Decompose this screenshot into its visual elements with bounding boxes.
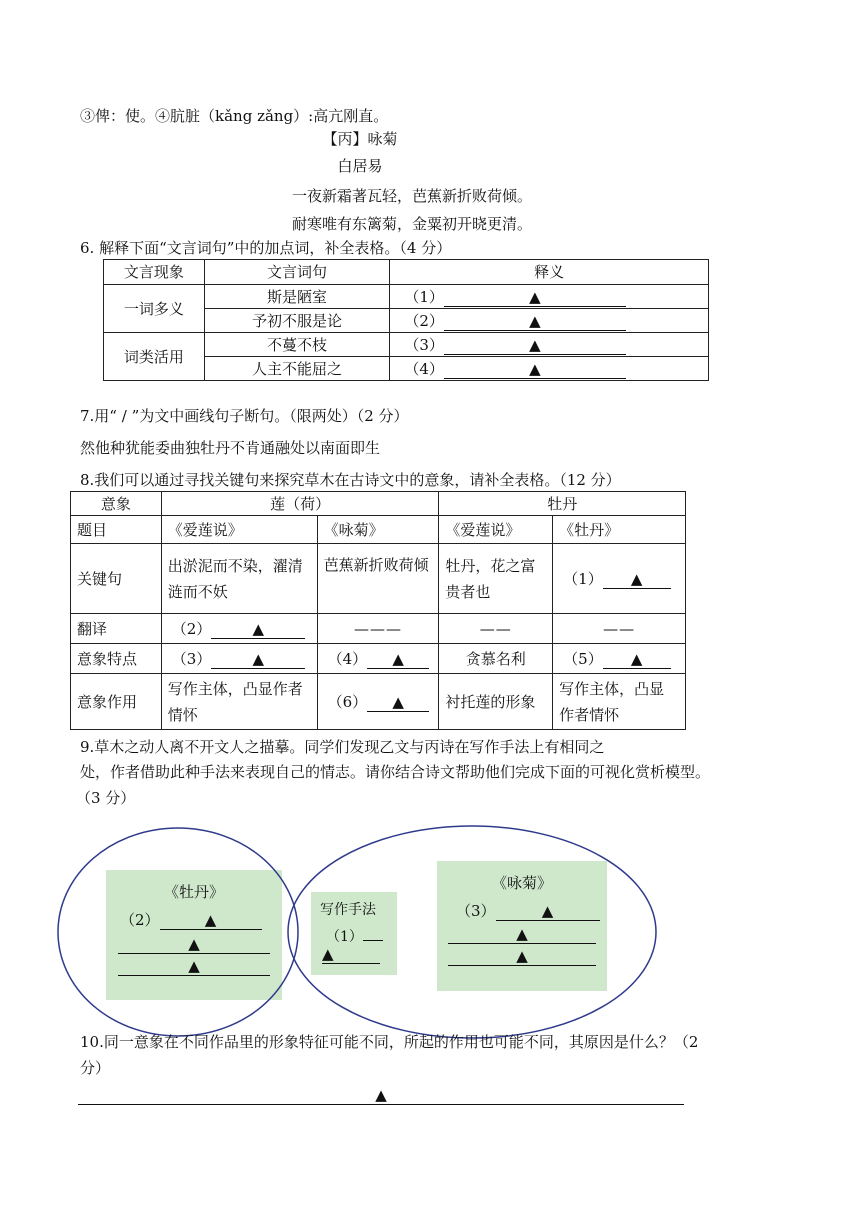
right-box-line-3: [448, 946, 596, 966]
q8-num: （6）: [327, 692, 368, 711]
q8-row-label: 意象作用: [71, 674, 162, 730]
footnote-text: ③俾：使。④肮脏（kǎng zǎng）:高亢刚直。: [80, 107, 389, 125]
q8-row-label: 翻译: [71, 614, 162, 644]
q8-header-lian: 莲（荷）: [161, 492, 439, 516]
q8-cell: 《牡丹》: [553, 516, 686, 544]
q8-cell: 贪慕名利: [439, 644, 553, 674]
right-box-line-2: [448, 924, 596, 944]
q8-cell: 出淤泥而不染，濯清涟而不妖: [161, 544, 317, 614]
q10-prompt-line-2: 分）: [80, 1059, 111, 1077]
triangle-icon: ▲: [204, 911, 217, 929]
middle-box-title: 写作手法: [320, 902, 376, 918]
triangle-icon: ▲: [322, 945, 334, 963]
q8-cell: 《爱莲说》: [161, 516, 317, 544]
triangle-icon: ▲: [188, 935, 200, 953]
triangle-icon: ▲: [375, 1086, 387, 1104]
q6-group-label: 一词多义: [104, 285, 205, 333]
q8-num: （3）: [171, 649, 212, 668]
triangle-icon: ▲: [252, 619, 265, 638]
triangle-icon: ▲: [188, 957, 200, 975]
q8-cell: 《爱莲说》: [439, 516, 553, 544]
middle-box-num: （1）: [326, 929, 363, 945]
triangle-icon: ▲: [516, 947, 528, 965]
q8-num: （5）: [563, 649, 603, 668]
q6-num: （3）: [404, 335, 444, 354]
left-box-num: （2）: [120, 911, 160, 929]
q6-phrase: 不蔓不枝: [204, 333, 390, 357]
answer-blank[interactable]: [118, 935, 270, 954]
q10-answer-line[interactable]: [78, 1086, 684, 1105]
q6-phrase: 斯是陋室: [204, 285, 390, 309]
triangle-icon: ▲: [252, 649, 265, 668]
right-box-title: 《咏菊》: [491, 874, 552, 892]
left-box-title: 《牡丹》: [163, 883, 224, 901]
q8-cell: 牡丹，花之富贵者也: [439, 544, 553, 614]
q8-num: （4）: [327, 649, 368, 668]
answer-blank[interactable]: [322, 945, 380, 964]
right-box-num: （3）: [456, 902, 496, 920]
q6-phrase: 人主不能屈之: [204, 357, 390, 381]
q8-cell: 衬托莲的形象: [439, 674, 553, 730]
left-box-line-2: [118, 934, 270, 954]
triangle-icon: ▲: [392, 692, 404, 711]
q8-header-yixiang: 意象: [71, 492, 162, 516]
answer-blank[interactable]: [118, 957, 270, 976]
answer-blank[interactable]: [363, 922, 383, 941]
q9-prompt-line-2: 处，作者借助此种手法来表现自己的情志。请你结合诗文帮助他们完成下面的可视化赏析模型。: [80, 763, 711, 781]
answer-blank[interactable]: [448, 925, 596, 944]
q8-cell: 《咏菊》: [317, 516, 439, 544]
triangle-icon: ▲: [630, 649, 643, 668]
answer-blank[interactable]: [448, 947, 596, 966]
q8-cell: ——: [439, 614, 553, 644]
q6-group-label: 词类活用: [104, 333, 205, 381]
q8-cell: 写作主体，凸显作者情怀: [553, 674, 686, 730]
answer-blank[interactable]: [496, 902, 600, 921]
q6-num: （4）: [404, 359, 444, 378]
triangle-icon: ▲: [516, 925, 528, 943]
left-box-line-1: [120, 910, 262, 930]
q7-prompt: 7.用“ / ”为文中画线句子断句。（限两处）（2 分）: [80, 407, 409, 425]
triangle-icon: ▲: [529, 287, 541, 306]
q9-prompt-line-1: 9.草木之动人离不开文人之描摹。同学们发现乙文与丙诗在写作手法上有相同之: [80, 738, 605, 756]
triangle-icon: ▲: [529, 359, 541, 378]
left-box-line-3: [118, 956, 270, 976]
q6-header-phenomenon: 文言现象: [104, 260, 205, 285]
poem-line-2: 耐寒唯有东篱菊，金粟初开晓更清。: [292, 215, 533, 233]
poem-line-1: 一夜新霜著瓦轻，芭蕉新折败荷倾。: [292, 187, 533, 205]
triangle-icon: ▲: [529, 311, 541, 330]
left-ellipse: [58, 828, 298, 1036]
triangle-icon: ▲: [529, 335, 541, 354]
q7-sentence: 然他种犹能委曲独牡丹不肯通融处以南面即生: [80, 439, 381, 457]
middle-box-line-2: [322, 944, 380, 964]
q6-prompt: 6. 解释下面“文言词句”中的加点词，补全表格。（4 分）: [80, 239, 452, 257]
q8-num: （1）: [563, 569, 603, 588]
q8-row-label: 意象特点: [71, 644, 162, 674]
poem-author: 白居易: [337, 157, 383, 175]
q6-header-meaning: 释义: [390, 260, 709, 285]
q8-row-label: 关键句: [71, 544, 162, 614]
q8-cell: ———: [317, 614, 439, 644]
triangle-icon: ▲: [541, 902, 554, 920]
q6-header-phrase: 文言词句: [204, 260, 390, 285]
triangle-icon: ▲: [630, 569, 643, 588]
q8-num: （2）: [171, 619, 212, 638]
poem-heading: 【丙】咏菊: [322, 130, 398, 148]
q6-phrase: 予初不服是论: [204, 309, 390, 333]
triangle-icon: ▲: [392, 649, 404, 668]
q9-prompt-line-3: （3 分）: [76, 789, 136, 807]
q8-prompt: 8.我们可以通过寻找关键句来探究草木在古诗文中的意象，请补全表格。（12 分）: [80, 471, 621, 489]
q10-prompt-line-1: 10.同一意象在不同作品里的形象特征可能不同，所起的作用也可能不同，其原因是什么？（2: [80, 1033, 699, 1051]
q8-cell: 写作主体，凸显作者情怀: [161, 674, 317, 730]
q8-cell: 芭蕉新折败荷倾: [317, 544, 439, 614]
q8-header-mudan: 牡丹: [439, 492, 686, 516]
answer-blank[interactable]: [160, 911, 262, 930]
q8-row-label: 题目: [71, 516, 162, 544]
q8-cell: ——: [553, 614, 686, 644]
q6-num: （1）: [404, 287, 444, 306]
right-box-line-1: [456, 901, 600, 921]
q6-num: （2）: [404, 311, 444, 330]
